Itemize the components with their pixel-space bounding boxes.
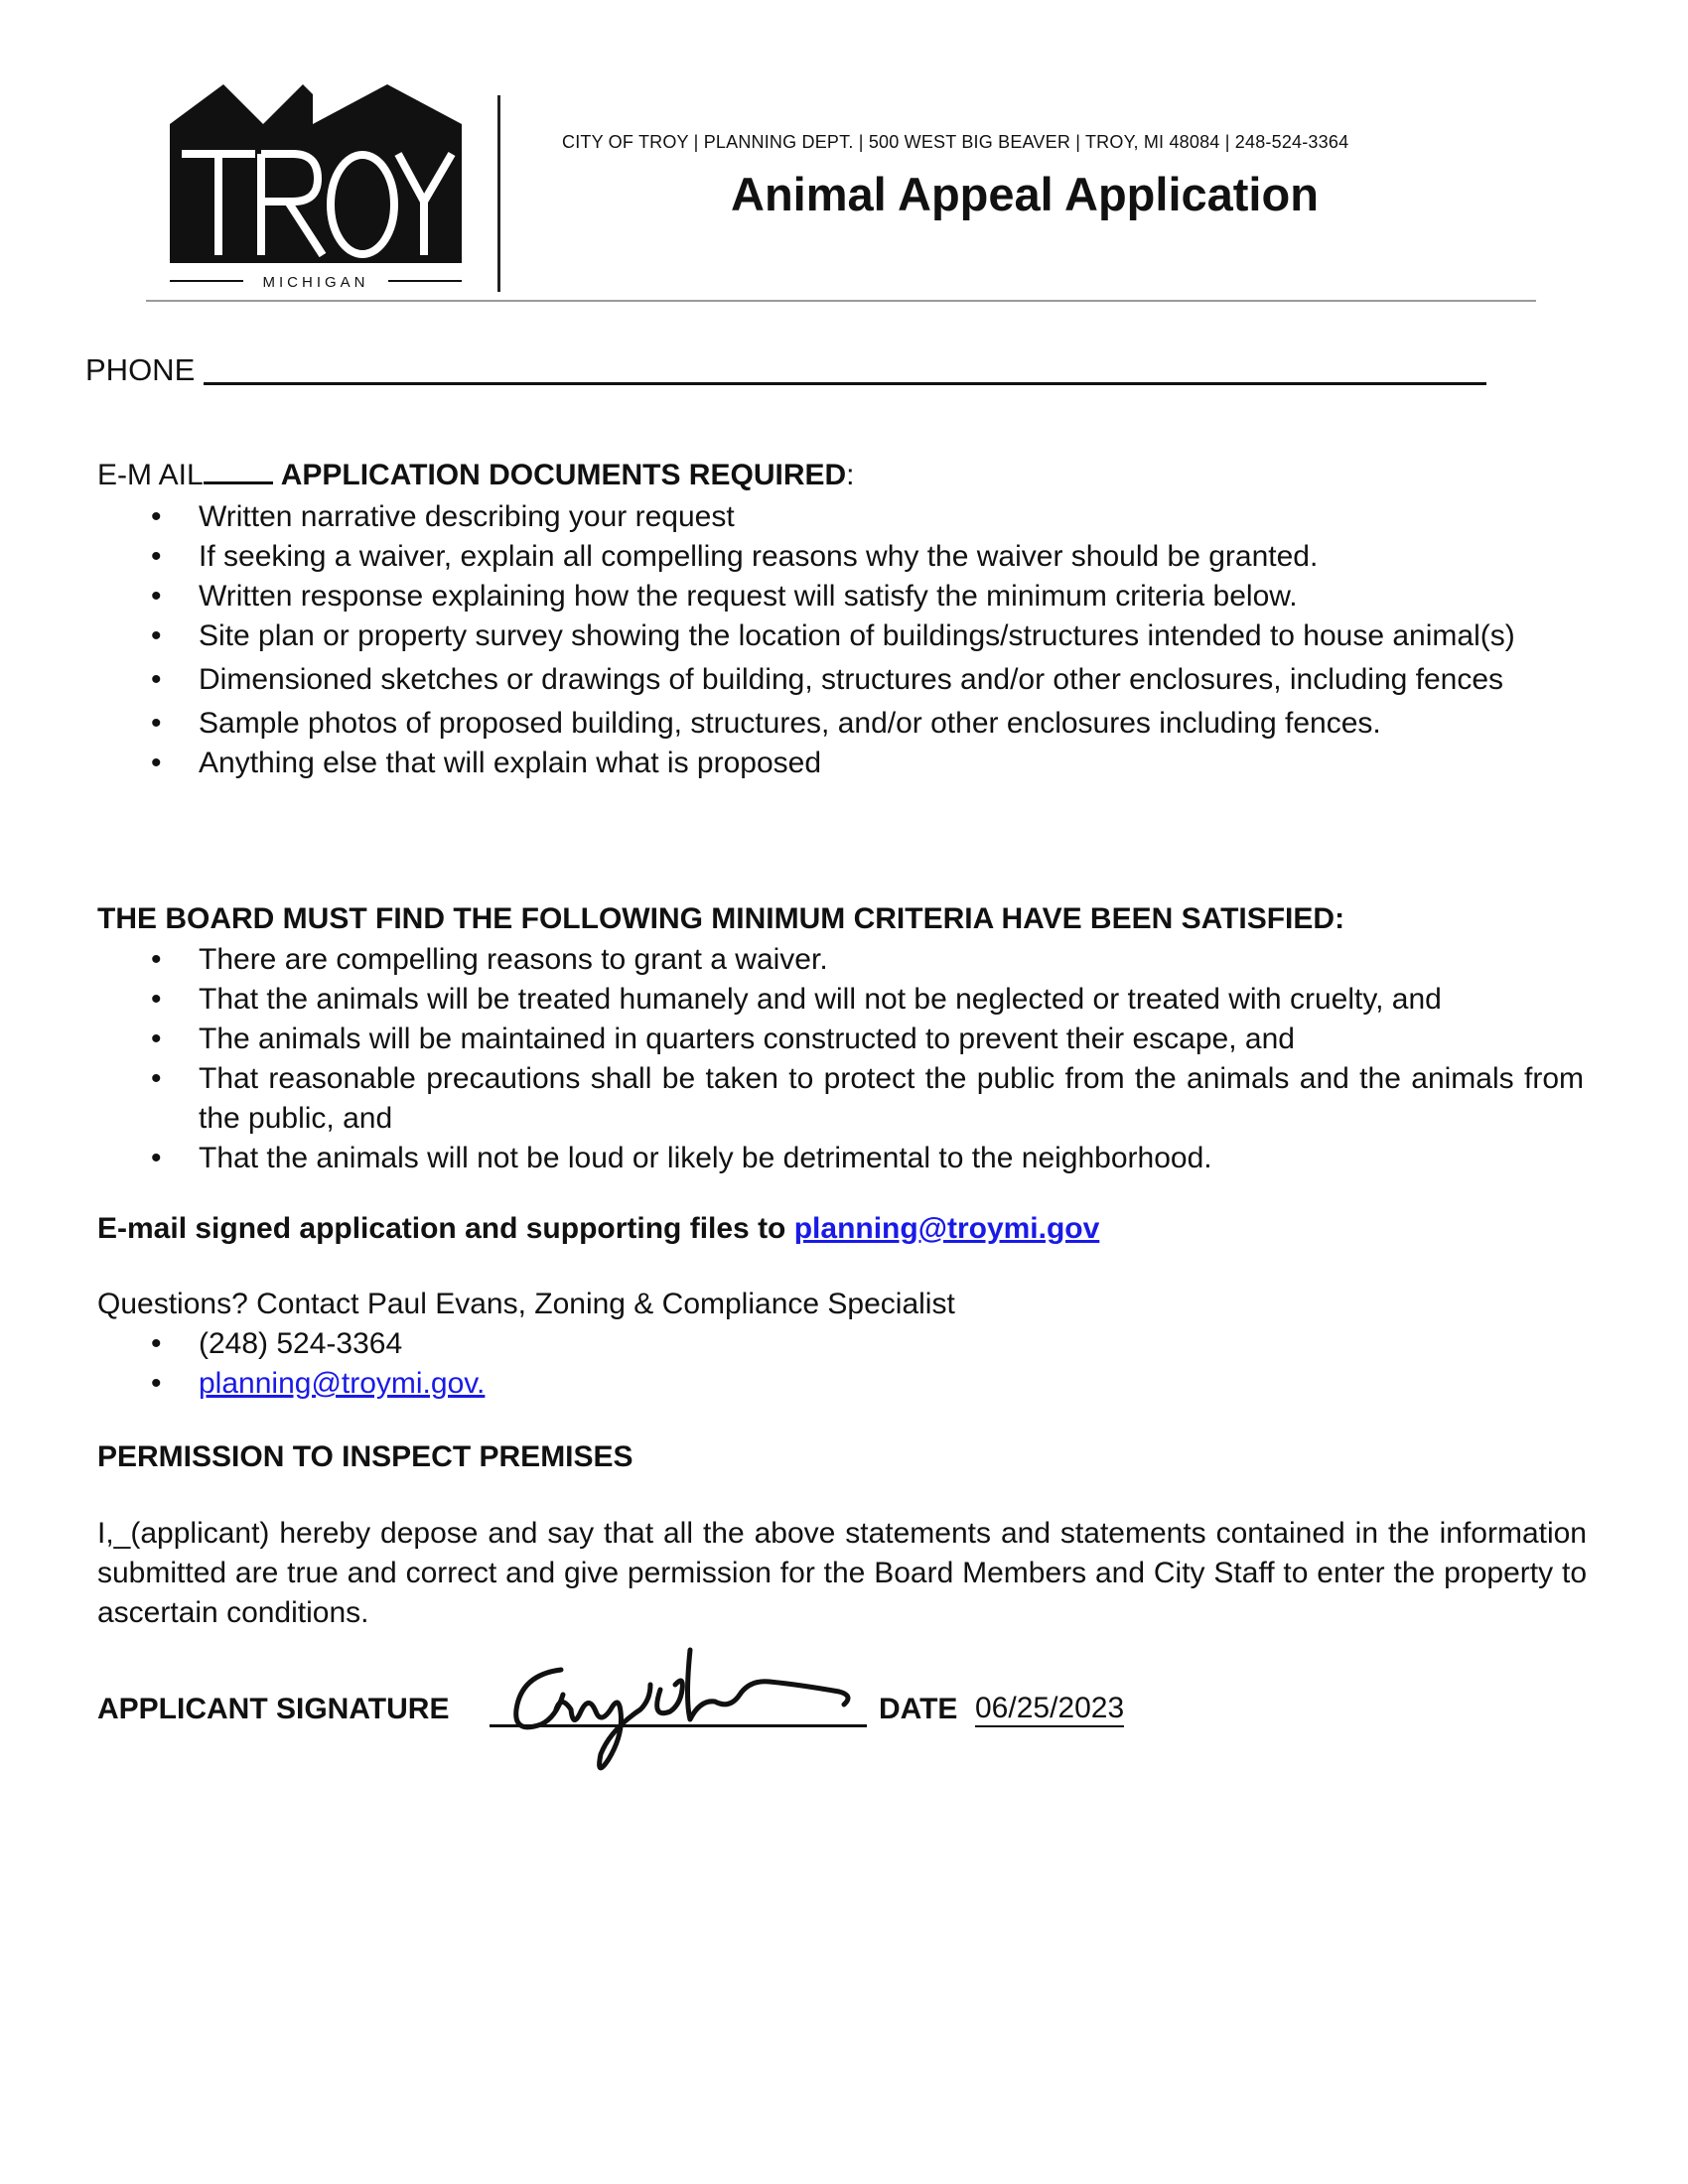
documents-list [97, 497, 1584, 783]
list-item: • That the animals will be treated humanely and will not be neglected or treated with cruelty, and [151, 983, 1442, 1016]
date-field[interactable]: 06/25/2023 [975, 1692, 1124, 1727]
logo-subtext: MICHIGAN [262, 274, 369, 291]
email-row [97, 456, 1587, 495]
phone-label: PHONE [85, 352, 196, 387]
documents-heading-colon: : [846, 459, 855, 491]
list-item: • That reasonable precautions shall be taken to protect the public from the animals and the animals from the public, and [151, 1062, 1584, 1135]
questions-text: Questions? Contact Paul Evans, Zoning & Compliance Specialist [97, 1288, 955, 1320]
contact-phone: • (248) 524-3364 [151, 1327, 403, 1360]
header-rule [146, 300, 1536, 302]
phone-field[interactable] [204, 382, 1486, 385]
date-label: DATE [879, 1693, 958, 1725]
list-item: • Dimensioned sketches or drawings of building, structures and/or other enclosures, including fences [151, 663, 1504, 696]
submission-email-link[interactable]: planning@troymi.gov [793, 1212, 1100, 1245]
documents-heading: APPLICATION DOCUMENTS REQUIRED [280, 459, 847, 491]
criteria-list [97, 940, 1584, 1178]
troy-logo [164, 84, 462, 293]
contact-line: CITY OF TROY | PLANNING DEPT. | 500 WEST BIG BEAVER | TROY, MI 48084 | 248-524-3364 [562, 132, 1349, 152]
permission-heading: PERMISSION TO INSPECT PREMISES [97, 1440, 633, 1473]
criteria-heading: THE BOARD MUST FIND THE FOLLOWING MINIMUM CRITERIA HAVE BEEN SATISFIED: [97, 902, 1345, 935]
list-item: • Written narrative describing your request [151, 500, 735, 533]
page-title: Animal Appeal Application [731, 168, 1319, 220]
contact-list [97, 1324, 1584, 1404]
list-item: • Written response explaining how the request will satisfy the minimum criteria below. [151, 580, 1298, 613]
list-item: • There are compelling reasons to grant a waiver. [151, 943, 828, 976]
permission-text: I,_(applicant) hereby depose and say that all the above statements and statements contained in the information submitted are true and correct and give permission for the Board Members and City Staff to enter the property to ascertain conditions. [97, 1517, 1587, 1629]
list-item: • If seeking a waiver, explain all compelling reasons why the waiver should be granted. [151, 540, 1319, 573]
list-item: • Site plan or property survey showing the location of buildings/structures intended to house animal(s) [151, 619, 1515, 652]
submission-instruction: E-mail signed application and supporting files to planning@troymi.gov [97, 1212, 1100, 1245]
contact-email: • planning@troymi.gov. [151, 1367, 486, 1400]
list-item: • Sample photos of proposed building, structures, and/or other enclosures including fences. [151, 707, 1381, 740]
contact-email-link[interactable]: planning@troymi.gov. [199, 1367, 486, 1400]
list-item: • That the animals will not be loud or likely be detrimental to the neighborhood. [151, 1142, 1212, 1174]
list-item: • The animals will be maintained in quarters constructed to prevent their escape, and [151, 1023, 1295, 1055]
list-item: • Anything else that will explain what is proposed [151, 747, 822, 779]
email-label: E-M AIL [97, 459, 204, 491]
email-field[interactable] [204, 456, 273, 484]
signature-label: APPLICANT SIGNATURE [97, 1693, 450, 1725]
handwritten-signature [501, 1640, 859, 1779]
header-divider [497, 95, 500, 292]
